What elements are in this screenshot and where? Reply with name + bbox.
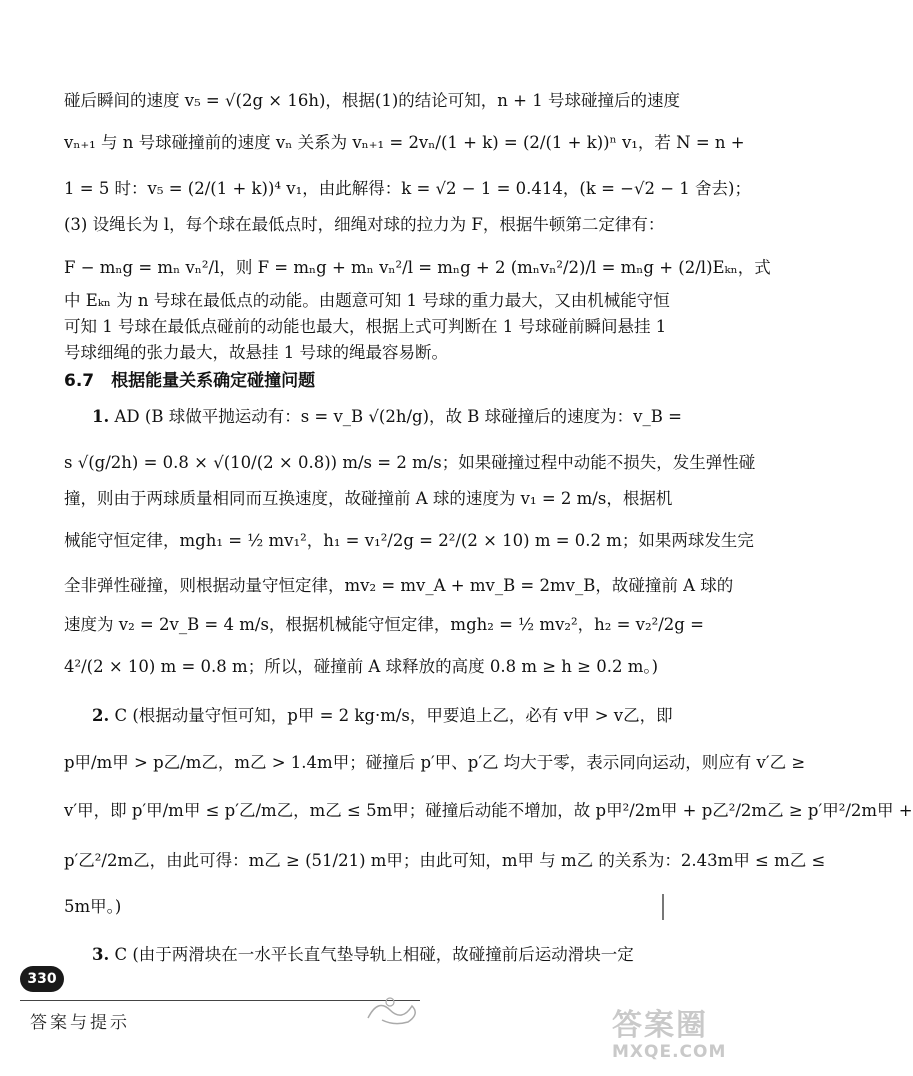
- q1-line-2: s √(g/2h) = 0.8 × √(10/(2 × 0.8)) m/s = 2 m/s；如果碰撞过程中动能不损失，发生弹性碰: [64, 453, 756, 472]
- body-line-1: 碰后瞬间的速度 v₅ = √(2g × 16h)，根据(1)的结论可知，n + 1 号球碰撞后的速度: [64, 91, 680, 110]
- q3-first-line: [92, 944, 686, 966]
- body-line-6: 中 Eₖₙ 为 n 号球在最低点的动能。由题意可知 1 号球的重力最大，又由机械能守恒: [64, 291, 670, 310]
- q1-first-line: [92, 406, 686, 428]
- body-line-2: vₙ₊₁ 与 n 号球碰撞前的速度 vₙ 关系为 vₙ₊₁ = 2vₙ/(1 + k) = (2/(1 + k))ⁿ v₁，若 N = n +: [64, 133, 745, 152]
- q1-explanation-1: (B 球做平抛运动有：s = v_B √(2h/g)，故 B 球碰撞后的速度为：v_B =: [144, 407, 682, 426]
- q3-answer: C: [114, 945, 128, 964]
- body-line-3: 1 = 5 时：v₅ = (2/(1 + k))⁴ v₁，由此解得：k = √2 − 1 = 0.414，(k = −√2 − 1 舍去)；: [64, 179, 751, 198]
- q2-line-3: v′甲，即 p′甲/m甲 ≤ p′乙/m乙，m乙 ≤ 5m甲；碰撞后动能不增加，故 p甲²/2m甲 + p乙²/2m乙 ≥ p′甲²/2m甲 +: [64, 801, 913, 820]
- body-line-8: 号球细绳的张力最大，故悬挂 1 号球的绳最容易断。: [64, 343, 448, 362]
- q2-number: 2.: [92, 706, 110, 725]
- watermark-logo: [612, 1010, 742, 1066]
- body-line-7: 可知 1 号球在最低点碰前的动能也最大，根据上式可判断在 1 号球碰前瞬间悬挂 1: [64, 317, 667, 336]
- watermark-url: MXQE.COM: [612, 1042, 727, 1062]
- q1-line-4: 械能守恒定律，mgh₁ = ½ mv₁²，h₁ = v₁²/2g = 2²/(2 × 10) m = 0.2 m；如果两球发生完: [64, 531, 754, 550]
- q3-number: 3.: [92, 945, 110, 964]
- q1-number: 1.: [92, 407, 110, 426]
- q2-answer: C: [114, 706, 128, 725]
- q1-line-3: 撞，则由于两球质量相同而互换速度，故碰撞前 A 球的速度为 v₁ = 2 m/s，根据机: [64, 489, 673, 508]
- q2-first-line: [92, 705, 686, 727]
- q2-line-4: p′乙²/2m乙，由此可得：m乙 ≥ (51/21) m甲；由此可知，m甲 与 m乙 的关系为：2.43m甲 ≤ m乙 ≤: [64, 851, 826, 870]
- q1-answer: AD: [114, 407, 140, 426]
- q1-line-6: 速度为 v₂ = 2v_B = 4 m/s，根据机械能守恒定律，mgh₂ = ½ mv₂²，h₂ = v₂²/2g =: [64, 615, 704, 634]
- footer-title: 答案与提示: [30, 1013, 130, 1033]
- section-heading: 6.7 根据能量关系确定碰撞问题: [64, 371, 316, 391]
- body-line-5: F − mₙg = mₙ vₙ²/l，则 F = mₙg + mₙ vₙ²/l = mₙg + 2 (mₙvₙ²/2)/l = mₙg + (2/l)Eₖₙ，式: [64, 258, 771, 277]
- page-number-badge: 330: [20, 966, 64, 992]
- margin-mark: [662, 894, 664, 920]
- q2-line-5: 5m甲。): [64, 897, 122, 916]
- body-line-4: (3) 设绳长为 l，每个球在最低点时，细绳对球的拉力为 F，根据牛顿第二定律有：: [64, 215, 665, 234]
- q1-line-7: 4²/(2 × 10) m = 0.8 m；所以，碰撞前 A 球释放的高度 0.8 m ≥ h ≥ 0.2 m。): [64, 657, 659, 676]
- q2-line-2: p甲/m甲 > p乙/m乙，m乙 > 1.4m甲；碰撞后 p′甲、p′乙 均大于零，表示同向运动，则应有 v′乙 ≥: [64, 753, 806, 772]
- q1-line-5: 全非弹性碰撞，则根据动量守恒定律，mv₂ = mv_A + mv_B = 2mv_B，故碰撞前 A 球的: [64, 576, 734, 595]
- watermark-title: 答案圈: [612, 1008, 708, 1043]
- q2-explanation-1: (根据动量守恒可知，p甲 = 2 kg·m/s，甲要追上乙，必有 v甲 > v乙，即: [132, 706, 673, 725]
- q3-explanation-1: (由于两滑块在一水平长直气垫导轨上相碰，故碰撞前后运动滑块一定: [132, 945, 634, 964]
- decorative-sketch-icon: [360, 988, 430, 1028]
